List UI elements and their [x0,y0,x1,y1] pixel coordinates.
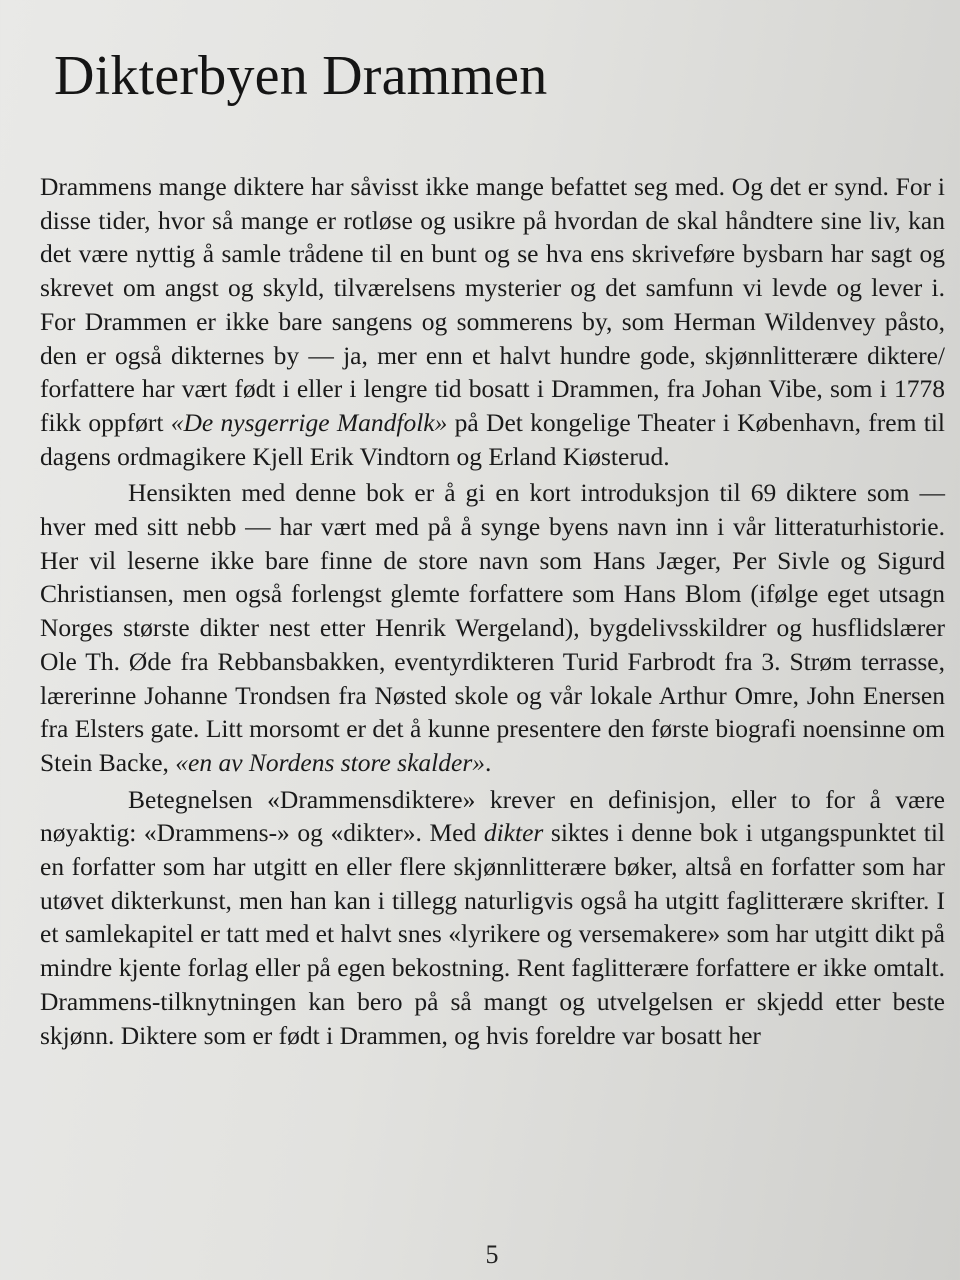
paragraph-2-text: Hensikten med denne bok er å gi en kort introduksjon til 69 diktere som — hver med sitt nebb — har vært med på å synge byens navn inn i vår litteraturhistorie. Her vil leserne ikke bare finne de store navn som Hans Jæger, Per Sivle og Sigurd Christiansen, men også forlengst glemte forfattere som Hans Blom (ifølge eget utsagn Norges største dikter nest etter Henrik Wergeland), bygdelivsskildrer og husflidslærer Ole Th. Øde fra Rebbansbakken, eventyrdikteren Turid Farbrodt fra 3. Strøm terrasse, lærerinne Johanne Trondsen fra Nøsted skole og vår lokale Arthur Omre, John Enersen fra Elsters gate. Litt morsomt er det å kunne presentere den første biografi noensinne om Stein Backe, [40,478,945,777]
chapter-title: Dikterbyen Drammen [54,45,548,107]
paragraph-1 [40,170,945,473]
dikter-italic: dikter [483,818,544,848]
body-text [40,170,945,1052]
paragraph-2 [40,476,945,779]
paragraph-3 [40,783,945,1053]
paragraph-2-text-end: . [485,747,492,777]
paragraph-1-text: Drammens mange diktere har såvisst ikke mange befattet seg med. Og det er synd. For i disse tider, hvor så mange er rotløse og usikre på hvordan de skal håndtere sine liv, kan det være nyttig å samle trådene til en bunt og se hva ens skriveføre bysbarn har sagt og skrevet om angst og skyld, tilværelsens mysterier og det samfunn vi levde og lever i. For Drammen er ikke bare sangens og sommerens by, som Herman Wildenvey påsto, den er også dikternes by — ja, mer enn et halvt hundre gode, skjønnlitterære diktere/ forfattere har vært født i eller i lengre tid bosatt i Drammen, fra Johan Vibe, som i 1778 fikk oppført [40,172,945,437]
page-number: 5 [485,1240,499,1269]
paragraph-3-text-end: siktes i denne bok i utgangspunktet til en forfatter som har utgitt en eller flere skjønnlitterære bøker, altså en forfatter som har utøvet dikterkunst, men han kan i tillegg naturligvis også ha utgitt faglitterære skrifter. I et samlekapitel er tatt med et halvt snes «lyrikere og versemakere» som har utgitt dikt på mindre kjente forlag eller på egen bekostning. Rent faglitterære forfattere er ikke omtalt. Drammens-tilknytningen kan bero på så mangt og utvelgelsen er skjedd etter beste skjønn. Diktere som er født i Drammen, og hvis foreldre var bosatt her [40,818,946,1050]
paragraph-3-text: Betegnelsen «Drammensdiktere» krever en definisjon, eller to for å være nøyaktig: «Drammens-» og «dikter». Med [40,784,945,848]
quote-italic: «en av Nordens store skalder» [175,747,486,777]
play-title-italic: «De nysgerrige Mandfolk» [170,407,448,437]
paragraph-1-text-end: på Det kongelige Theater i København, frem til dagens ordmagikere Kjell Erik Vindtorn og Erland Kiøsterud. [40,407,945,471]
